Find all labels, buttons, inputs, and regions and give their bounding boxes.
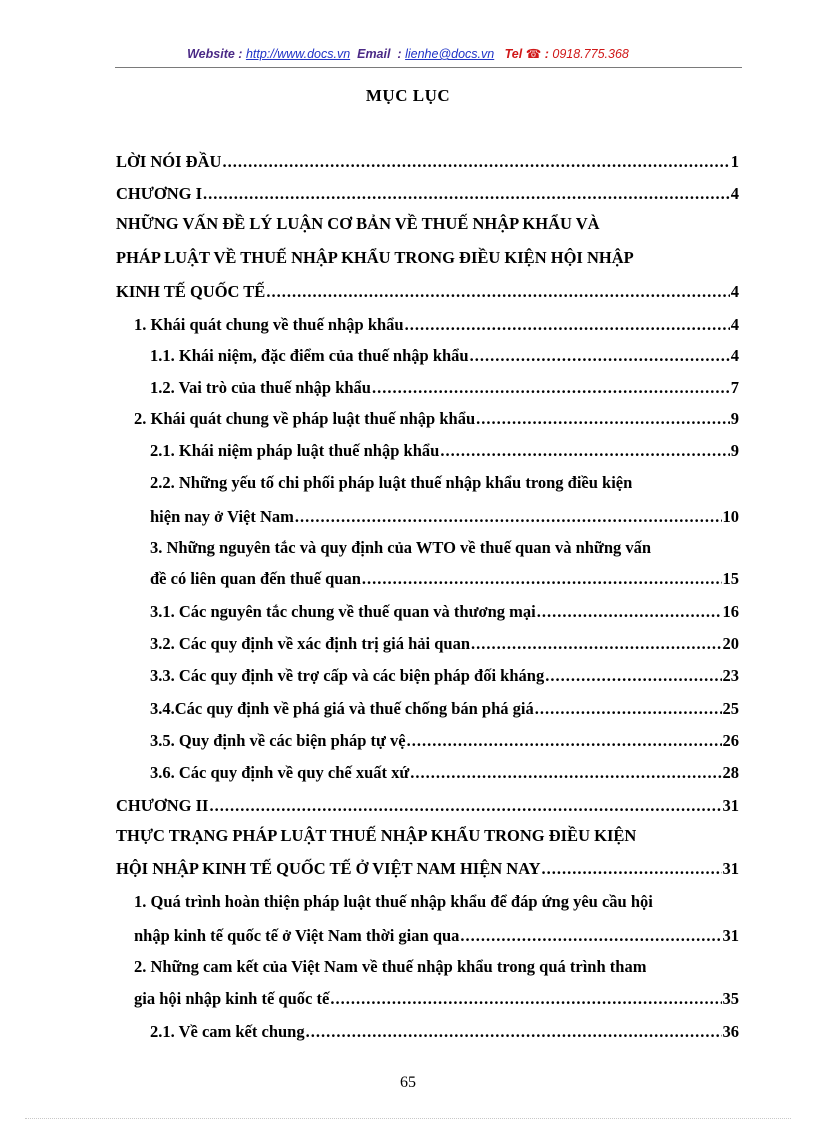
email-link[interactable]: lienhe@docs.vn — [405, 47, 495, 61]
tel-number: 0918.775.368 — [552, 47, 629, 61]
toc-entry[interactable] — [150, 567, 739, 591]
toc-entry-text: 3.4.Các quy định về phá giá và thuế chống bán phá giá — [150, 699, 534, 718]
toc-entry-page: 26 — [722, 731, 739, 750]
toc-entry[interactable] — [116, 280, 739, 304]
toc-leader-dots — [542, 857, 722, 881]
toc-entry-page: 9 — [730, 409, 739, 428]
toc-entry-text: 3.6. Các quy định về quy chế xuất xứ — [150, 763, 410, 782]
toc-leader-dots — [209, 794, 721, 818]
toc-entry-page: 4 — [730, 315, 739, 334]
toc-entry-page: 25 — [722, 699, 739, 718]
toc-leader-dots — [362, 567, 722, 591]
toc-entry-page: 4 — [730, 184, 739, 203]
toc-entry-text: 3.1. Các nguyên tắc chung về thuế quan và thương mại — [150, 602, 536, 621]
toc-leader-dots — [405, 313, 730, 337]
toc-leader-dots — [460, 924, 721, 948]
toc-leader-dots — [535, 697, 722, 721]
toc-entry[interactable] — [150, 439, 739, 463]
toc-entry-text: 2.1. Khái niệm pháp luật thuế nhập khẩu — [150, 441, 440, 460]
toc-entry-text: 3.2. Các quy định về xác định trị giá hải quan — [150, 634, 470, 653]
page-bottom-divider — [25, 1118, 791, 1119]
tel-label: Tel ☎ : — [504, 47, 549, 61]
toc-entry-text: 2.1. Về cam kết chung — [150, 1022, 305, 1041]
toc-entry-text: 3.5. Quy định về các biện pháp tự vệ — [150, 731, 406, 750]
toc-entry-page: 31 — [722, 926, 739, 945]
toc-entry-page: 9 — [730, 441, 739, 460]
toc-entry[interactable] — [150, 505, 739, 529]
toc-entry-text: 1. Quá trình hoàn thiện pháp luật thuế nhập khẩu để đáp ứng yêu cầu hội — [134, 892, 653, 911]
toc-entry-page: 10 — [722, 507, 739, 526]
website-label: Website : — [187, 47, 243, 61]
toc-leader-dots — [330, 987, 721, 1011]
toc-leader-dots — [407, 729, 722, 753]
website-link[interactable]: http://www.docs.vn — [245, 47, 351, 61]
toc-entry-text: CHƯƠNG II — [116, 796, 209, 815]
toc-entry-text: CHƯƠNG I — [116, 184, 203, 203]
toc-leader-dots — [266, 280, 729, 304]
toc-entry-text: 2. Khái quát chung về pháp luật thuế nhập khẩu — [134, 409, 476, 428]
email-label: Email — [357, 47, 391, 61]
toc-entry-page: 31 — [722, 859, 739, 878]
toc-entry-text: THỰC TRẠNG PHÁP LUẬT THUẾ NHẬP KHẨU TRONG ĐIỀU KIỆN — [116, 826, 637, 845]
toc-leader-dots — [440, 439, 729, 463]
toc-entry[interactable] — [150, 376, 739, 400]
toc-entry[interactable] — [116, 150, 739, 174]
toc-leader-dots — [372, 376, 730, 400]
toc-entry[interactable] — [116, 182, 739, 206]
toc-entry-text: 3. Những nguyên tắc và quy định của WTO về thuế quan và những vấn — [150, 538, 652, 557]
toc-leader-dots — [537, 600, 722, 624]
toc-entry[interactable] — [150, 344, 739, 368]
toc-entry-page: 23 — [722, 666, 739, 685]
toc-entry-page: 28 — [722, 763, 739, 782]
toc-entry-text: gia hội nhập kinh tế quốc tế — [134, 989, 330, 1008]
toc-leader-dots — [295, 505, 722, 529]
page-number: 65 — [400, 1074, 416, 1091]
toc-entry[interactable] — [150, 632, 739, 656]
toc-entry-page: 15 — [722, 569, 739, 588]
toc-entry[interactable] — [134, 924, 739, 948]
toc-entry[interactable] — [150, 600, 739, 624]
toc-leader-dots — [410, 761, 721, 785]
toc-entry-text: PHÁP LUẬT VỀ THUẾ NHẬP KHẨU TRONG ĐIỀU KIỆN HỘI NHẬP — [116, 248, 634, 267]
toc-entry-page: 4 — [730, 346, 739, 365]
toc-entry-text: 3.3. Các quy định về trợ cấp và các biện pháp đối kháng — [150, 666, 545, 685]
toc-entry-page: 7 — [730, 378, 739, 397]
toc-entry[interactable] — [150, 697, 739, 721]
toc-entry-text: KINH TẾ QUỐC TẾ — [116, 282, 266, 301]
toc-entry-page: 36 — [722, 1022, 739, 1041]
toc-leader-dots — [471, 632, 722, 656]
toc-entry-text: đề có liên quan đến thuế quan — [150, 569, 361, 588]
toc-entry-text: NHỮNG VẤN ĐỀ LÝ LUẬN CƠ BẢN VỀ THUẾ NHẬP KHẨU VÀ — [116, 214, 600, 233]
toc-entry-text: 1.2. Vai trò của thuế nhập khẩu — [150, 378, 371, 397]
toc-entry[interactable] — [150, 1020, 739, 1044]
toc-entry-text: 1. Khái quát chung về thuế nhập khẩu — [134, 315, 404, 334]
toc-entry-text: HỘI NHẬP KINH TẾ QUỐC TẾ Ở VIỆT NAM HIỆN NAY — [116, 859, 541, 878]
page-title: MỤC LỤC — [365, 86, 451, 105]
toc-entry[interactable] — [150, 664, 739, 688]
toc-entry-text: 2. Những cam kết của Việt Nam về thuế nhập khẩu trong quá trình tham — [134, 957, 647, 976]
toc-leader-dots — [545, 664, 721, 688]
toc-leader-dots — [222, 150, 729, 174]
toc-leader-dots — [203, 182, 730, 206]
toc-entry[interactable] — [134, 987, 739, 1011]
toc-entry-page: 35 — [722, 989, 739, 1008]
toc-entry-page: 4 — [730, 282, 739, 301]
toc-entry-page: 1 — [730, 152, 739, 171]
toc-entry[interactable] — [134, 313, 739, 337]
toc-entry[interactable] — [116, 857, 739, 881]
toc-leader-dots — [476, 407, 730, 431]
toc-entry-page: 31 — [722, 796, 739, 815]
toc-entry-page: 20 — [722, 634, 739, 653]
toc-entry-text: LỜI NÓI ĐẦU — [116, 152, 222, 171]
toc-entry[interactable] — [116, 794, 739, 818]
toc-entry-text: 1.1. Khái niệm, đặc điểm của thuế nhập khẩu — [150, 346, 469, 365]
toc-entry-text: nhập kinh tế quốc tế ở Việt Nam thời gian qua — [134, 926, 460, 945]
toc-entry-page: 16 — [722, 602, 739, 621]
toc-entry-text: hiện nay ở Việt Nam — [150, 507, 294, 526]
toc-entry[interactable] — [150, 729, 739, 753]
toc-entry[interactable] — [134, 407, 739, 431]
toc-leader-dots — [306, 1020, 722, 1044]
email-separator: : — [397, 47, 402, 61]
toc-entry-text: 2.2. Những yếu tố chi phối pháp luật thuế nhập khẩu trong điều kiện — [150, 473, 633, 492]
toc-entry[interactable] — [150, 761, 739, 785]
toc-leader-dots — [470, 344, 730, 368]
